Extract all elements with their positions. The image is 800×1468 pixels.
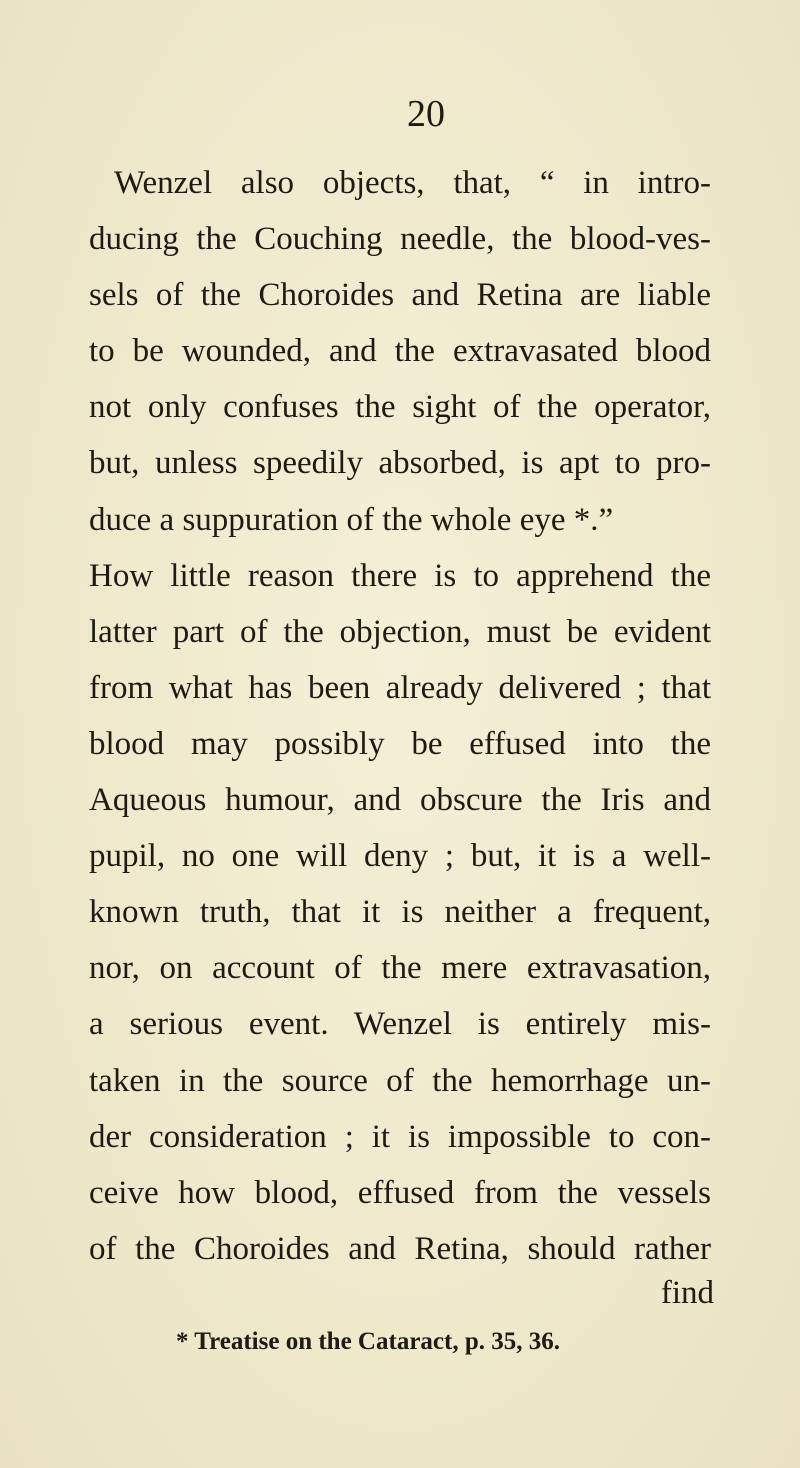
catchword: find — [660, 1275, 714, 1311]
text-line: pupil, no one will deny ; but, it is a well- — [89, 838, 711, 875]
text-line: Aqueous humour, and obscure the Iris and — [89, 782, 711, 819]
text-line: ceive how blood, effused from the vessels — [89, 1174, 711, 1211]
text-line: duce a suppuration of the whole eye *.” — [89, 501, 614, 538]
page-number: 20 — [407, 93, 445, 135]
footnote: * Treatise on the Cataract, p. 35, 36. — [176, 1328, 560, 1355]
text-line: sels of the Choroides and Retina are liable — [89, 277, 711, 314]
text-line: but, unless speedily absorbed, is apt to pro- — [89, 445, 711, 482]
text-line: nor, on account of the mere extravasation, — [89, 950, 711, 987]
body-text — [89, 155, 711, 1277]
text-line: taken in the source of the hemorrhage un- — [89, 1062, 711, 1099]
text-line: ducing the Couching needle, the blood-ves- — [89, 221, 711, 258]
text-line: blood may possibly be effused into the — [89, 725, 711, 762]
text-line: to be wounded, and the extravasated blood — [89, 333, 711, 370]
text-line: not only confuses the sight of the operator, — [89, 389, 711, 426]
text-line: How little reason there is to apprehend the — [89, 557, 711, 594]
text-line: latter part of the objection, must be evident — [89, 613, 711, 650]
text-line: of the Choroides and Retina, should rather — [89, 1230, 711, 1267]
text-line: a serious event. Wenzel is entirely mis- — [89, 1006, 711, 1043]
text-line: known truth, that it is neither a frequent, — [89, 894, 711, 931]
text-line: der consideration ; it is impossible to con- — [89, 1118, 711, 1155]
text-line: Wenzel also objects, that, “ in intro- — [114, 165, 711, 201]
text-line: from what has been already delivered ; that — [89, 669, 711, 706]
